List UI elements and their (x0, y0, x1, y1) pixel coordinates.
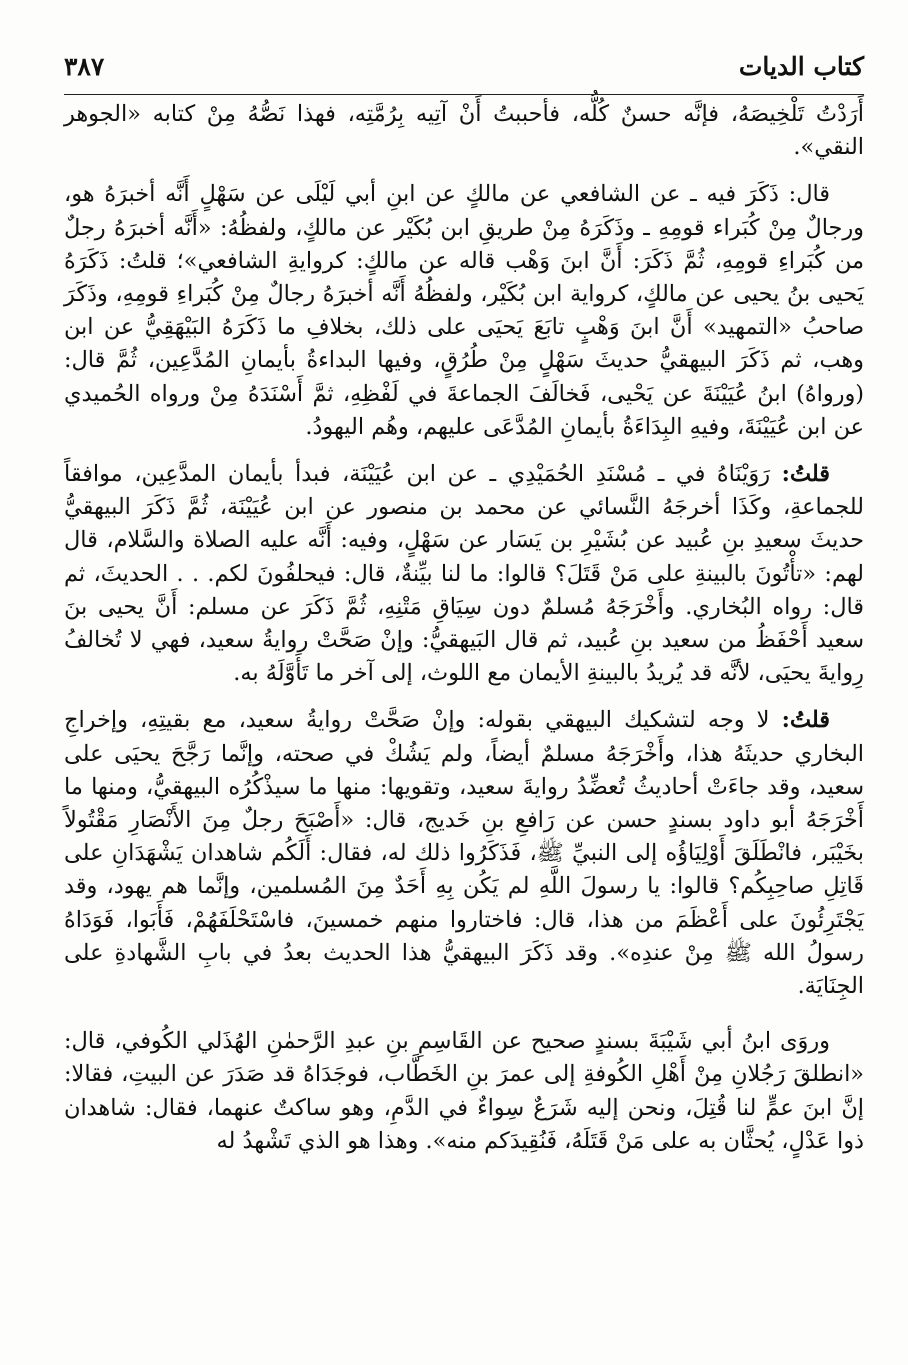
page-body (64, 98, 864, 1158)
paragraph-qultu-1 (64, 458, 864, 690)
paragraph-text: قال: ذَكَرَ فيه ـ عن الشافعي عن مالكٍ عن ابنِ أبي لَيْلَى عن سَهْلٍ أَنَّه أخبرَهُ هو، ورجالٌ مِنْ كُبَراء قومِهِ ـ وذَكَرَهُ مِنْ طريقِ ابن بُكَيْر عن مالكٍ، ولفظُهُ: «أَنَّه أخبرَهُ رجلٌ من كُبَراءِ قومِهِ، ثُمَّ ذَكَرَ: أَنَّ ابنَ وَهْب قاله عن مالكٍ: كروايةِ الشافعي»؛ قلتُ: ذَكَرَهُ يَحيى بنُ يحيى عن مالكٍ، كرواية ابن بُكَيْر، ولفظُهُ أَنَّه أخبرَهُ رجالٌ مِنْ كُبَراءِ قومِهِ، وذَكَرَ صاحبُ «التمهيد» أَنَّ ابنَ وَهْبٍ تابَعَ يَحيَى على ذلك، بخلافِ ما ذَكَرَهُ البَيْهَقِيُّ عن ابن وهب، ثم ذَكَرَ البيهقيُّ حديثَ سَهْلٍ مِنْ طُرُقٍ، وفيها البداءةُ بأيمانِ المُدَّعِين، ثُمَّ قال: (ورواهُ) ابنُ عُيَيْنَةَ عن يَحْيى، فَخالَفَ الجماعةَ في لَفْظِهِ، ثمَّ أَسْنَدَهُ مِنْ ورواه الحُميدي عن ابن عُيَيْنَةَ، وفيهِ البِدَاءَةُ بأيمانِ المُدَّعَى عليهم، وهُم اليهودُ. (64, 181, 864, 440)
paragraph-text: وروَى ابنُ أبي شَيْبَةَ بسندٍ صحيح عن القَاسِمِ بنِ عبدِ الرَّحمٰنِ الهُذَلي الكُوفي، قال: «انطلقَ رَجُلانِ مِنْ أَهْلِ الكُوفةِ إلى عمرَ بنِ الخَطَّاب، فوجَدَاهُ قد صَدَرَ عن البيتِ، فقالا: إنَّ ابنَ عمٍّ لنا قُتِلَ، ونحن إليه شَرَعٌ سِواءٌ في الدَّمِ، وهو ساكتٌ عنهما، فقال: شاهدان ذوا عَدْلٍ، يُحثَّان به على مَنْ قَتَلَهُ، فَنُقِيدَكم منه». وهذا هو الذي تَشْهدُ له (64, 1028, 864, 1154)
paragraph-text: لا وجه لتشكيك البيهقي بقوله: وإنْ صَحَّتْ روايةُ سعيد، مع بقيتِهِ، وإخراجِ البخاري حديثَهُ هذا، وأَخْرَجَهُ مسلمٌ أيضاً، ولم يَشُكْ في صحته، وإنَّما رَجَّحَ يحيَى على سعيد، وقد جاءَتْ أحاديثُ تُعضِّدُ روايةَ سعيد، وتقويها: منها ما سيذْكُرُه البيهقيُّ، ومنها ما أَخْرَجَهُ أبو داود بسندٍ حسن عن رَافعِ بنِ خَديج، قال: «أَصْبَحَ رجلٌ مِنَ الأَنْصَارِ مَقْتُولاً بخَيْبَر، فانْطَلَقَ أَوْلِيَاؤُه إلى النبيِّ ﷺ، فَذَكَرُوا ذلك له، فقال: أَلَكُم شاهدان يَشْهَدَانِ على قَاتِلِ صاحِبِكُم؟ قالوا: يا رسولَ اللَّهِ لم يَكُن بِهِ أَحَدٌ مِنَ المُسلمين، وإنَّما هم يهود، وقد يَجْتَرِئُونَ على أَعْظَمَ من هذا، قال: فاختاروا منهم خمسينَ، فاسْتَحْلَفَهُمْ، فَأَبَوا، فَوَدَاهُ رسولُ الله ﷺ مِنْ عندِه». وقد ذَكَرَ البيهقيُّ هذا الحديث بعدُ في بابِ الشَّهادةِ على الجِنَايَة. (64, 707, 864, 1000)
paragraph-qala (64, 178, 864, 444)
paragraph-lead: قلتُ: (781, 461, 831, 488)
paragraph-continuation (64, 98, 864, 164)
paragraph-text: أَرَدْتُ تَلْخِيصَهُ، فإنَّه حسنٌ كُلُّه، فأحببتُ أَنْ آتِيه بِرُمَّتِه، فهذا نَصُّهُ مِنْ كتابه «الجوهر النقي». (64, 101, 864, 161)
header-rule (64, 94, 864, 95)
page-header (64, 0, 864, 96)
paragraph-ibn-abi-shayba (64, 1025, 864, 1158)
paragraph-text: رَوَيْنَاهُ في ـ مُسْنَدِ الحُمَيْدِي ـ عن ابن عُيَيْنَة، فبدأ بأيمان المدَّعِين، موافقاً للجماعةِ، وكَذَا أخرجَهُ النَّسائي عن محمد بن منصور عن ابن عُيَيْنَة، ثُمَّ ذَكَرَ البيهقيُّ حديثَ سعيدِ بنِ عُبيد عن بُشَيْرِ بن يَسَار عن سَهْلٍ، وفيه: أَنَّه عليه الصلاة والسَّلام، قال لهم: «تأْتُونَ بالبينةِ على مَنْ قَتَلَ؟ قالوا: ما لنا بيِّنةٌ، قال: فيحلفُونَ لكم. . . الحديثَ، ثم قال: رواه البُخاري. وأَخْرَجَهُ مُسلمٌ دون سِيَاقِ مَتْنِهِ، ثُمَّ ذَكَرَ عن مسلم: أَنَّ يحيى بنَ سعيد أَحْفَظُ من سعيد بنِ عُبيد، ثم قال البَيهقيُّ: وإنْ صَحَّتْ روايةُ سعيد، فهي لا تُخالفُ رِوايةَ يحيَى، لأنَّه قد يُريدُ بالبينةِ الأيمان مع اللوث، إلى آخر ما تَأَوَّلَهُ به. (64, 461, 864, 687)
paragraph-lead: قلتُ: (781, 707, 830, 734)
page-number: ٣٨٧ (64, 52, 105, 81)
running-title: كتاب الديات (738, 52, 864, 81)
paragraph-qultu-2 (64, 704, 864, 1003)
